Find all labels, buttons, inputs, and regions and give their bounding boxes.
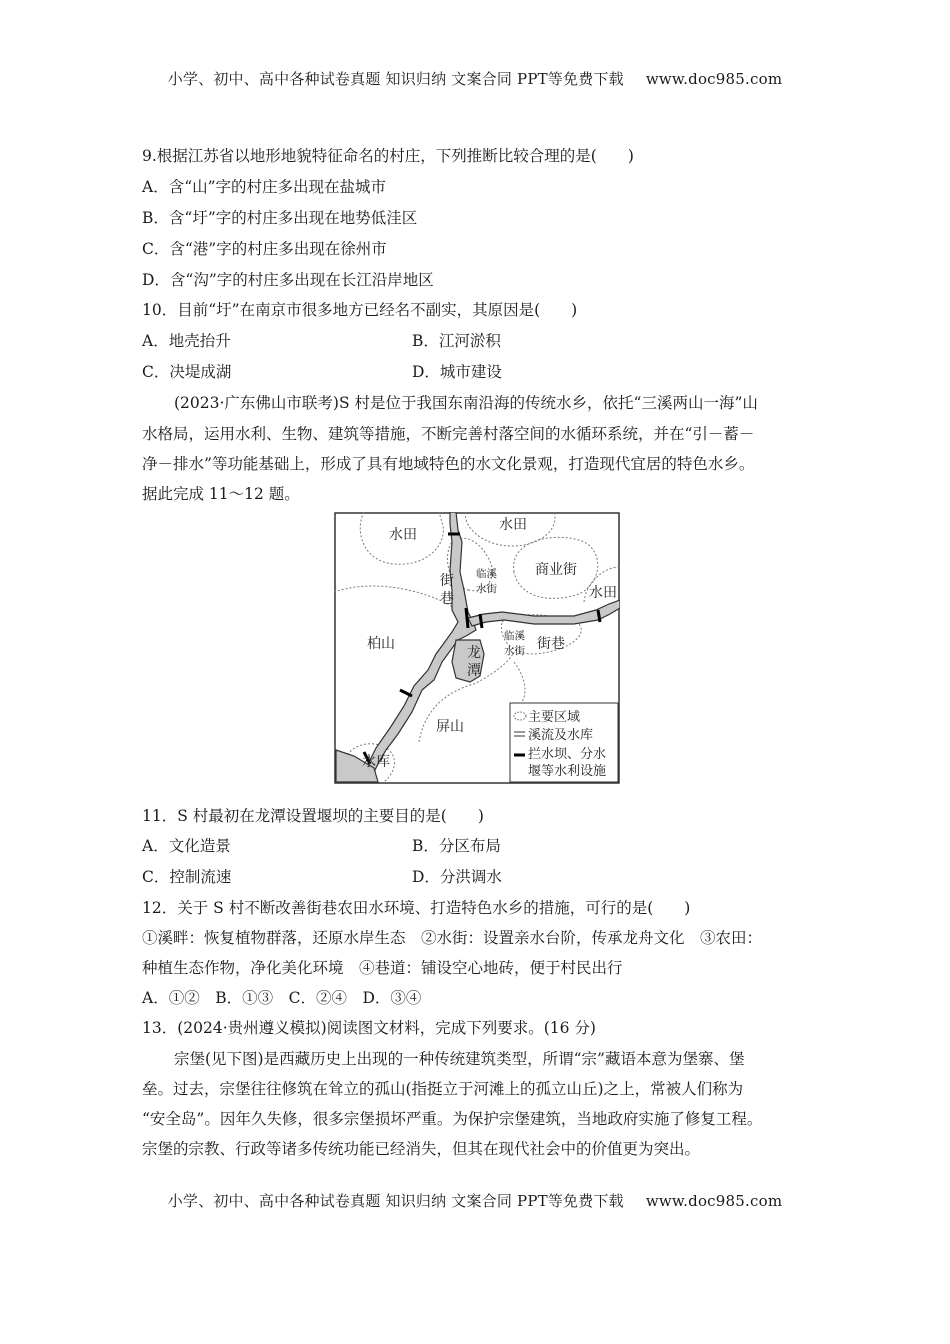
dam-2 [466,608,468,628]
label-longtan-2: 潭 [467,663,481,679]
q12-line1: ①溪畔：恢复植物群落，还原水岸生态 ②水街：设置亲水台阶，传承龙舟文化 ③农田： [142,929,763,947]
village-water-map [334,512,620,784]
q13-stem: 13．(2024·贵州遵义模拟)阅读图文材料，完成下列要求。(16 分) [142,1019,596,1037]
label-paddy1: 水田 [389,527,417,543]
label-paddy2: 水田 [499,517,527,533]
q9-stem: 9.根据江苏省以地形地貌特征命名的村庄，下列推断比较合理的是( ) [142,147,634,165]
label-street1-a: 临溪 [476,568,497,580]
q12-line2: 种植生态作物，净化美化环境 ④巷道：铺设空心地砖，便于村民出行 [142,959,623,977]
label-longtan-1: 龙 [467,645,481,661]
q10-stem: 10．目前“圩”在南京市很多地方已经名不副实，其原因是( ) [142,301,578,319]
page-header [0,68,950,89]
label-street2-a: 临溪 [504,630,525,642]
passage1-line4: 据此完成 11～12 题。 [142,485,300,503]
header-site: www.doc985.com [645,70,783,88]
q11-option-a: A．文化造景 [142,837,231,855]
label-reservoir: 水库 [362,754,390,770]
q11-option-d: D．分洪调水 [412,868,502,886]
legend-dam-line2: 堰等水利设施 [528,764,607,779]
q13-line3: “安全岛”。因年久失修，很多宗堡损坏严重。为保护宗堡建筑，当地政府实施了修复工程。 [142,1110,763,1128]
footer-text: 小学、初中、高中各种试卷真题 知识归纳 文案合同 PPT等免费下载 [167,1192,624,1210]
dam-3 [480,614,482,628]
label-alley1-b: 巷 [440,591,454,607]
passage1-line1: (2023·广东佛山市联考)S 村是位于我国东南沿海的传统水乡，依托“三溪两山一海”山 [174,394,758,412]
label-street1-b: 水街 [476,583,497,595]
q12-options: A．①② B．①③ C．②④ D．③④ [142,989,422,1007]
passage1-line3: 净－排水”等功能基础上，形成了具有地域特色的水文化景观，打造现代宜居的特色水乡。 [142,455,755,473]
map-figure [334,512,620,784]
q9-option-d: D．含“沟”字的村庄多出现在长江沿岸地区 [142,271,434,289]
q13-line2: 垒。过去，宗堡往往修筑在耸立的孤山(指挺立于河滩上的孤立山丘)之上，常被人们称为 [142,1080,744,1098]
label-pingshan: 屏山 [436,719,464,735]
label-alley1-a: 街 [440,573,454,589]
q10-option-d: D．城市建设 [412,363,502,381]
q11-option-b: B．分区布局 [412,837,501,855]
label-alley2: 街巷 [537,636,565,652]
legend-area: 主要区域 [528,710,581,725]
header-text: 小学、初中、高中各种试卷真题 知识归纳 文案合同 PPT等免费下载 [167,70,624,88]
q9-option-b: B．含“圩”字的村庄多出现在地势低洼区 [142,209,418,227]
q11-stem: 11．S 村最初在龙潭设置堰坝的主要目的是( ) [142,807,484,825]
page-footer [0,1190,950,1211]
label-commercial: 商业街 [535,562,577,578]
q9-option-a: A．含“山”字的村庄多出现在盐城市 [142,178,387,196]
passage1-line2: 水格局，运用水利、生物、建筑等措施，不断完善村落空间的水循环系统，并在“引－蓄－ [142,425,755,443]
q12-stem: 12．关于 S 村不断改善街巷农田水环境、打造特色水乡的措施，可行的是( ) [142,899,691,917]
q11-option-c: C．控制流速 [142,868,232,886]
label-paddy3: 水田 [589,585,617,601]
q9-option-c: C．含“港”字的村庄多出现在徐州市 [142,240,387,258]
label-boshan: 柏山 [367,636,395,652]
dam-4 [598,610,600,622]
map-legend [510,703,618,782]
q10-option-a: A．地壳抬升 [142,332,231,350]
q13-line4: 宗堡的宗教、行政等诸多传统功能已经消失，但其在现代社会中的价值更为突出。 [142,1140,701,1158]
label-street2-b: 水街 [504,645,525,657]
q13-line1: 宗堡(见下图)是西藏历史上出现的一种传统建筑类型，所谓“宗”藏语本意为堡寨、堡 [174,1050,745,1068]
footer-site: www.doc985.com [645,1192,783,1210]
legend-dam-line1: 拦水坝、分水 [528,747,607,762]
q10-option-b: B．江河淤积 [412,332,501,350]
q10-option-c: C．决堤成湖 [142,363,232,381]
legend-stream: 溪流及水库 [528,728,594,743]
